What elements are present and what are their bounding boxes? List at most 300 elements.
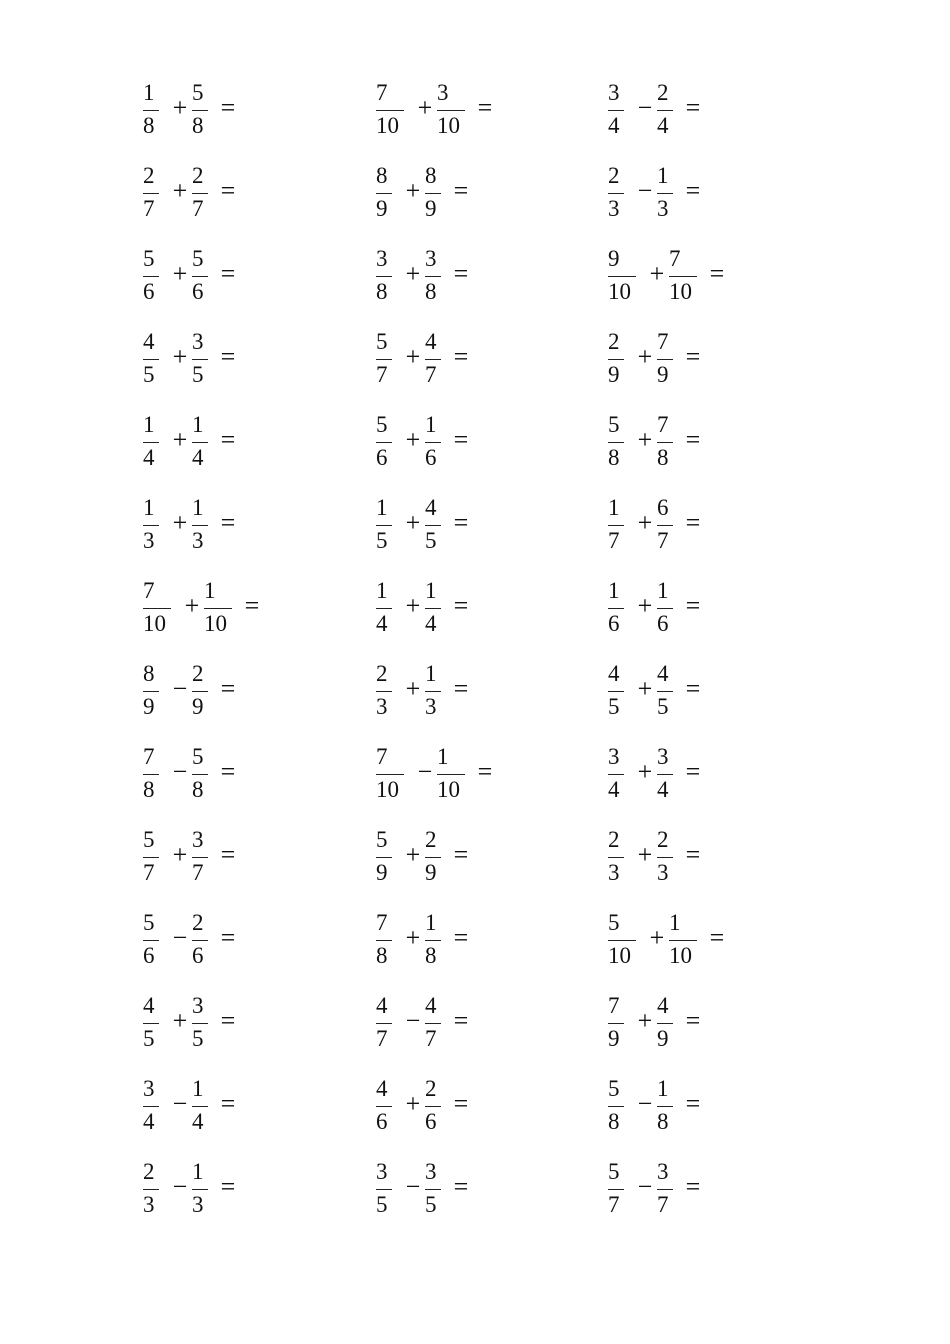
fraction-problem [608,656,808,726]
numerator: 4 [143,329,155,354]
equals-sign: = [244,591,260,620]
equals-sign: = [685,757,701,786]
fraction-bar [376,1106,392,1107]
equals-sign: = [453,1089,469,1118]
equals-sign: = [709,923,725,952]
fraction-problem [143,324,343,394]
denominator: 6 [143,943,155,968]
numerator: 1 [192,1159,204,1184]
denominator: 3 [192,528,204,553]
numerator: 1 [669,910,681,935]
operator: − [417,757,433,786]
denominator: 10 [437,777,460,802]
fraction-bar [143,276,159,277]
equals-sign: = [220,176,236,205]
numerator: 2 [608,329,620,354]
numerator: 5 [608,1159,620,1184]
operator: + [405,508,421,537]
fraction-bar [657,110,673,111]
fraction-bar [376,940,392,941]
fraction-bar [657,359,673,360]
denominator: 8 [376,279,388,304]
fraction-bar [376,276,392,277]
fraction-problem [608,573,808,643]
operator: + [637,840,653,869]
fraction [437,739,473,809]
denominator: 4 [608,113,620,138]
numerator: 7 [657,412,669,437]
numerator: 3 [192,329,204,354]
denominator: 6 [376,445,388,470]
fraction-bar [143,691,159,692]
fraction-problem [376,407,576,477]
denominator: 6 [425,1109,437,1134]
fraction-bar [143,193,159,194]
fraction-bar [657,1106,673,1107]
equals-sign: = [220,1006,236,1035]
operator: − [405,1006,421,1035]
fraction-problem [143,656,343,726]
fraction-bar [376,1189,392,1190]
numerator: 1 [425,578,437,603]
numerator: 1 [425,661,437,686]
denominator: 7 [425,1026,437,1051]
fraction-problem [376,739,576,809]
fraction-bar [376,110,404,111]
fraction [376,739,412,809]
fraction-bar [657,857,673,858]
denominator: 10 [437,113,460,138]
operator: + [405,1089,421,1118]
operator: + [405,674,421,703]
operator: + [405,342,421,371]
fraction-problem [143,241,343,311]
fraction-bar [657,691,673,692]
numerator: 3 [657,1159,669,1184]
operator: + [405,923,421,952]
fraction-problem [143,490,343,560]
equals-sign: = [453,923,469,952]
fraction-bar [608,359,624,360]
numerator: 1 [425,910,437,935]
denominator: 6 [143,279,155,304]
fraction-bar [143,774,159,775]
equals-sign: = [685,342,701,371]
operator: + [172,176,188,205]
numerator: 1 [143,80,155,105]
equals-sign: = [685,840,701,869]
denominator: 7 [192,196,204,221]
denominator: 6 [376,1109,388,1134]
fraction-problem [143,822,343,892]
numerator: 1 [192,495,204,520]
operator: − [637,176,653,205]
numerator: 7 [376,910,388,935]
fraction [608,905,644,975]
operator: − [172,757,188,786]
numerator: 2 [143,163,155,188]
fraction-problem [608,241,808,311]
fraction-problem [143,75,343,145]
fraction-bar [425,1189,441,1190]
equals-sign: = [453,342,469,371]
fraction-bar [608,110,624,111]
numerator: 9 [608,246,620,271]
numerator: 3 [608,744,620,769]
fraction-bar [608,774,624,775]
fraction-bar [143,110,159,111]
fraction-bar [143,525,159,526]
equals-sign: = [220,93,236,122]
fraction-problem [376,656,576,726]
denominator: 6 [608,611,620,636]
operator: + [417,93,433,122]
denominator: 9 [425,196,437,221]
fraction-bar [608,525,624,526]
fraction-bar [192,276,208,277]
operator: + [172,1006,188,1035]
numerator: 4 [376,993,388,1018]
numerator: 7 [669,246,681,271]
fraction-bar [437,110,465,111]
fraction-bar [608,193,624,194]
denominator: 9 [425,860,437,885]
equals-sign: = [453,674,469,703]
fraction [143,573,179,643]
denominator: 3 [192,1192,204,1217]
fraction-problem [376,822,576,892]
fraction-bar [608,608,624,609]
fraction-problem [376,988,576,1058]
equals-sign: = [220,1089,236,1118]
denominator: 4 [657,777,669,802]
numerator: 5 [608,1076,620,1101]
numerator: 1 [608,578,620,603]
denominator: 10 [608,943,631,968]
numerator: 5 [143,827,155,852]
numerator: 8 [376,163,388,188]
denominator: 9 [657,362,669,387]
numerator: 1 [657,1076,669,1101]
numerator: 7 [143,744,155,769]
denominator: 4 [425,611,437,636]
numerator: 5 [376,412,388,437]
fraction-bar [192,857,208,858]
fraction-problem [608,324,808,394]
numerator: 5 [192,80,204,105]
fraction-bar [425,442,441,443]
denominator: 7 [143,196,155,221]
numerator: 3 [437,80,449,105]
fraction-bar [376,608,392,609]
operator: + [637,674,653,703]
equals-sign: = [220,259,236,288]
fraction-problem [608,407,808,477]
numerator: 5 [376,329,388,354]
denominator: 4 [143,445,155,470]
numerator: 3 [425,246,437,271]
denominator: 7 [608,1192,620,1217]
fraction-bar [192,940,208,941]
fraction-bar [608,940,636,941]
fraction-problem [608,905,808,975]
fraction-bar [192,359,208,360]
denominator: 10 [669,279,692,304]
numerator: 5 [608,412,620,437]
fraction-bar [608,691,624,692]
fraction-bar [143,359,159,360]
fraction-bar [425,691,441,692]
denominator: 4 [192,445,204,470]
numerator: 1 [376,495,388,520]
equals-sign: = [477,757,493,786]
fraction-bar [143,940,159,941]
denominator: 5 [192,362,204,387]
fraction-problem [376,1154,576,1224]
equals-sign: = [685,93,701,122]
denominator: 3 [608,860,620,885]
denominator: 5 [608,694,620,719]
numerator: 3 [657,744,669,769]
numerator: 2 [192,661,204,686]
equals-sign: = [453,259,469,288]
fraction-bar [143,1106,159,1107]
operator: + [172,508,188,537]
denominator: 10 [376,113,399,138]
fraction-bar [608,1189,624,1190]
fraction-problem [143,407,343,477]
fraction-bar [657,1189,673,1190]
numerator: 2 [608,827,620,852]
numerator: 1 [143,412,155,437]
denominator: 10 [376,777,399,802]
denominator: 3 [143,1192,155,1217]
fraction-bar [669,276,697,277]
numerator: 5 [143,910,155,935]
fraction-bar [657,774,673,775]
denominator: 7 [192,860,204,885]
fraction [437,75,473,145]
denominator: 8 [608,1109,620,1134]
denominator: 3 [376,694,388,719]
equals-sign: = [220,1172,236,1201]
numerator: 6 [657,495,669,520]
denominator: 7 [657,1192,669,1217]
denominator: 3 [425,694,437,719]
fraction-bar [376,1023,392,1024]
numerator: 1 [143,495,155,520]
equals-sign: = [685,425,701,454]
denominator: 10 [204,611,227,636]
operator: + [637,1006,653,1035]
fraction-bar [192,1023,208,1024]
denominator: 6 [657,611,669,636]
fraction-bar [376,691,392,692]
fraction-problem [143,1071,343,1141]
denominator: 7 [608,528,620,553]
numerator: 3 [425,1159,437,1184]
fraction-bar [425,525,441,526]
equals-sign: = [220,342,236,371]
denominator: 6 [425,445,437,470]
numerator: 2 [657,80,669,105]
numerator: 4 [425,495,437,520]
operator: − [172,674,188,703]
fraction-bar [657,1023,673,1024]
numerator: 1 [437,744,449,769]
fraction-bar [192,1106,208,1107]
fraction-problem [143,988,343,1058]
fraction-bar [143,857,159,858]
fraction-bar [425,940,441,941]
fraction-bar [376,359,392,360]
denominator: 3 [657,196,669,221]
fraction-problem [608,158,808,228]
operator: + [172,259,188,288]
denominator: 4 [657,113,669,138]
denominator: 9 [143,694,155,719]
fraction [669,905,705,975]
numerator: 7 [376,744,388,769]
numerator: 2 [425,827,437,852]
operator: + [637,425,653,454]
fraction-bar [192,442,208,443]
operator: + [405,425,421,454]
operator: + [172,425,188,454]
fraction-problem [376,490,576,560]
denominator: 8 [608,445,620,470]
denominator: 10 [143,611,166,636]
fraction-bar [143,608,171,609]
numerator: 3 [376,1159,388,1184]
numerator: 7 [657,329,669,354]
numerator: 1 [657,163,669,188]
denominator: 4 [192,1109,204,1134]
fraction-problem [143,573,343,643]
denominator: 10 [608,279,631,304]
fraction-bar [192,525,208,526]
equals-sign: = [685,1172,701,1201]
equals-sign: = [453,1172,469,1201]
equals-sign: = [477,93,493,122]
operator: + [172,93,188,122]
operator: − [172,1089,188,1118]
denominator: 8 [143,777,155,802]
fraction-bar [192,691,208,692]
equals-sign: = [453,840,469,869]
operator: + [405,176,421,205]
numerator: 7 [143,578,155,603]
denominator: 7 [657,528,669,553]
numerator: 8 [425,163,437,188]
fraction-bar [376,525,392,526]
denominator: 9 [376,860,388,885]
fraction-bar [437,774,465,775]
denominator: 6 [192,943,204,968]
operator: − [637,1172,653,1201]
fraction [376,75,412,145]
fraction-problem [143,739,343,809]
fraction-problem [608,490,808,560]
fraction [204,573,240,643]
numerator: 4 [608,661,620,686]
equals-sign: = [220,425,236,454]
equals-sign: = [220,508,236,537]
numerator: 7 [608,993,620,1018]
operator: − [172,923,188,952]
equals-sign: = [709,259,725,288]
numerator: 8 [143,661,155,686]
equals-sign: = [220,674,236,703]
denominator: 8 [192,113,204,138]
operator: − [172,1172,188,1201]
numerator: 2 [376,661,388,686]
numerator: 1 [192,412,204,437]
fraction-bar [143,442,159,443]
fraction-problem [608,1154,808,1224]
numerator: 3 [192,827,204,852]
operator: − [405,1172,421,1201]
operator: + [637,342,653,371]
denominator: 9 [376,196,388,221]
denominator: 8 [657,445,669,470]
fraction-bar [608,857,624,858]
equals-sign: = [685,508,701,537]
fraction-bar [143,1189,159,1190]
fraction-bar [143,1023,159,1024]
denominator: 3 [657,860,669,885]
fraction-problem [376,573,576,643]
equals-sign: = [453,176,469,205]
numerator: 3 [376,246,388,271]
numerator: 2 [425,1076,437,1101]
equals-sign: = [685,591,701,620]
equals-sign: = [220,840,236,869]
equals-sign: = [685,1006,701,1035]
fraction-bar [657,608,673,609]
fraction-bar [376,774,404,775]
fraction-problem [608,822,808,892]
fraction-bar [376,857,392,858]
operator: + [184,591,200,620]
operator: + [172,342,188,371]
fraction-problem [376,75,576,145]
numerator: 4 [376,1076,388,1101]
fraction-problem [376,241,576,311]
equals-sign: = [220,923,236,952]
equals-sign: = [453,425,469,454]
numerator: 5 [192,744,204,769]
equals-sign: = [685,1089,701,1118]
fraction-bar [425,276,441,277]
fraction-problem [143,1154,343,1224]
denominator: 6 [192,279,204,304]
fraction-bar [657,193,673,194]
denominator: 7 [376,362,388,387]
numerator: 4 [657,661,669,686]
denominator: 7 [425,362,437,387]
fraction-bar [608,276,636,277]
numerator: 3 [608,80,620,105]
denominator: 5 [425,1192,437,1217]
fraction-problem [143,905,343,975]
fraction-problem [608,739,808,809]
numerator: 2 [657,827,669,852]
numerator: 2 [143,1159,155,1184]
denominator: 8 [143,113,155,138]
denominator: 9 [608,1026,620,1051]
numerator: 7 [376,80,388,105]
